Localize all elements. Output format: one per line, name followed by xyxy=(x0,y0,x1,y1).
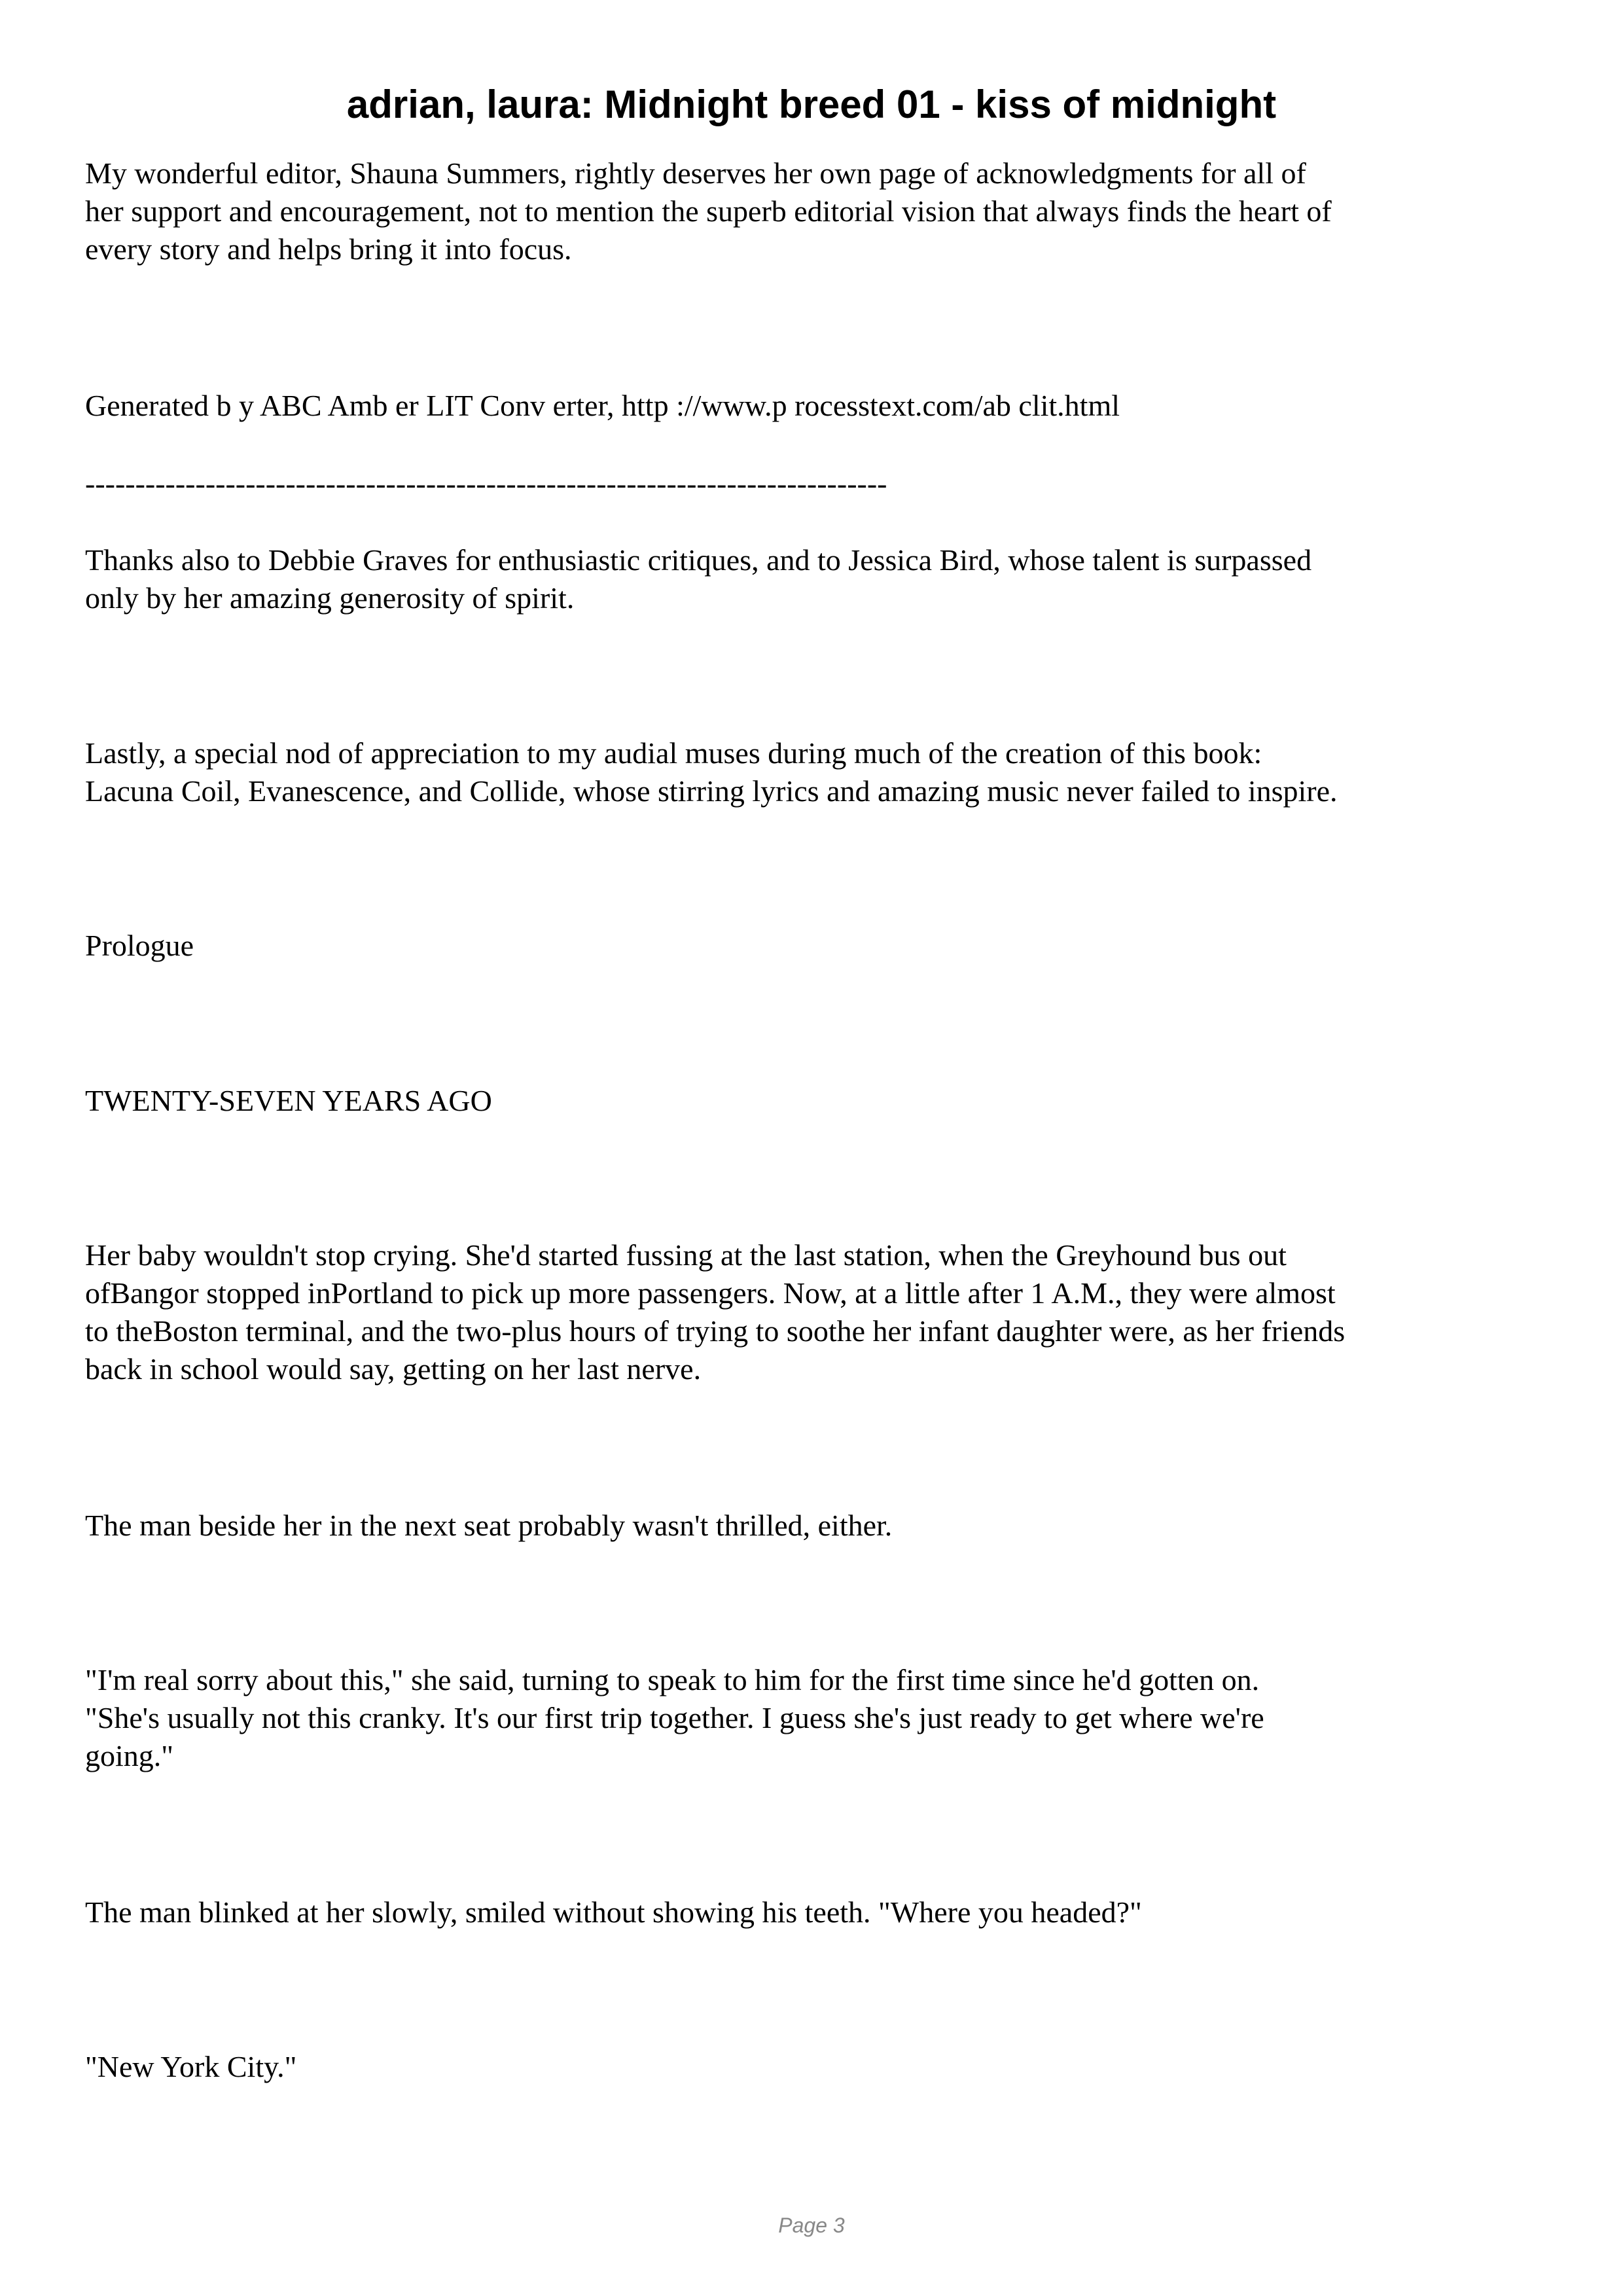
page-title: adrian, laura: Midnight breed 01 - kiss of midnight xyxy=(346,82,1277,126)
story-paragraph: The man blinked at her slowly, smiled without showing his teeth. "Where you headed?" xyxy=(85,1895,1142,1929)
story-paragraph: "I'm real sorry about this," she said, turning to speak to him for the first time since he'd gotten on. "She's usually not this cranky. It's our first trip together. I guess she's just ready to get where we're going." xyxy=(85,1663,1264,1772)
story-paragraph: The man beside her in the next seat probably wasn't thrilled, either. xyxy=(85,1509,893,1542)
page-number: Page 3 xyxy=(778,2214,845,2237)
prologue-heading: Prologue xyxy=(85,929,194,962)
acknowledgment-thanks-paragraph: Thanks also to Debbie Graves for enthusiastic critiques, and to Jessica Bird, whose talent is surpassed only by her amazing generosity of spirit. xyxy=(85,543,1312,615)
acknowledgment-muses-paragraph: Lastly, a special nod of appreciation to my audial muses during much of the creation of this book: Lacuna Coil, Evanescence, and Collide, whose stirring lyrics and amazing music never failed to inspire. xyxy=(85,736,1338,808)
time-heading: TWENTY-SEVEN YEARS AGO xyxy=(85,1084,492,1117)
converter-notice: Generated b y ABC Amb er LIT Conv erter, http ://www.p rocesstext.com/ab clit.html xyxy=(85,389,1120,422)
story-paragraph: Her baby wouldn't stop crying. She'd started fussing at the last station, when the Greyhound bus out ofBangor stopped inPortland to pick up more passengers. Now, at a little after 1 A.M., they were almost to theBoston terminal, and the two-plus hours of trying to soothe her infant daughter were, as her friends back in school would say, getting on her last nerve. xyxy=(85,1238,1346,1386)
acknowledgment-editor-paragraph: My wonderful editor, Shauna Summers, rightly deserves her own page of acknowledgments for all of her support and encouragement, not to mention the superb editorial vision that always finds the heart of every story and helps bring it into focus. xyxy=(85,156,1332,266)
story-paragraph: "New York City." xyxy=(85,2050,297,2083)
separator-line: -------------------------------------------------------------------------------- xyxy=(85,467,887,500)
